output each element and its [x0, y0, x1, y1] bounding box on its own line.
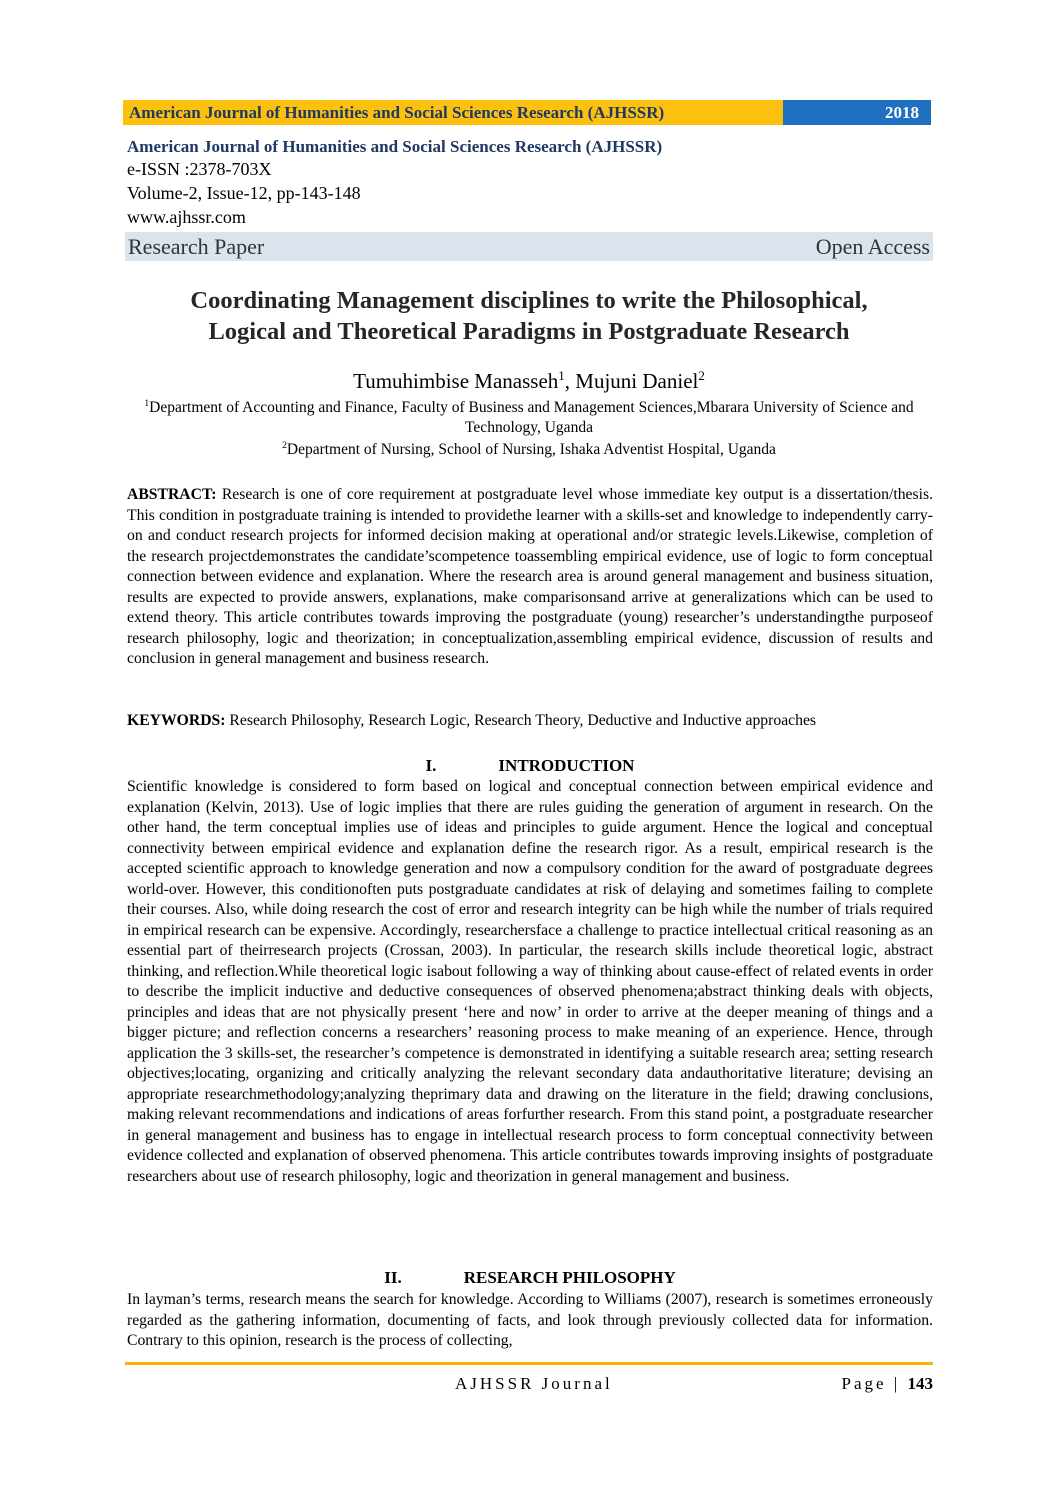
- journal-meta: [127, 137, 933, 229]
- title-line-2: Logical and Theoretical Paradigms in Postgraduate Research: [208, 318, 850, 345]
- author-2: Mujuni Daniel: [575, 369, 699, 393]
- author-2-affiliation-mark: 2: [698, 368, 705, 383]
- section-title: RESEARCH PHILOSOPHY: [463, 1268, 676, 1287]
- journal-website: www.ajhssr.com: [127, 207, 246, 227]
- introduction-text: Scientific knowledge is considered to form based on logical and conceptual connection between empirical evidence and explanation (Kelvin, 2013). Use of logic implies that there are rules guiding the generation of argument in research. On the other hand, the term conceptual implies use of ideas and principles to guide argument. Hence the logical and conceptual connectivity between empirical evidence and explanation define the research rigor. As a result, empirical research is the accepted scientific approach to knowledge generation and now a compulsory condition for the award of postgraduate degrees world-over. However, this conditionoften puts postgraduate candidates at risk of delaying and sometimes failing to complete their courses. Also, while doing research the cost of error and research integrity can be high while the number of trials required in empirical research can be expensive. Accordingly, researchersface a challenge to practice intellectual critical reasoning as an essential part of theirresearch projects (Crossan, 2003). In particular, the research skills include theoretical logic, abstract thinking, and reflection.While theoretical logic isabout following a way of thinking about cause-effect of related events in order to describe the implicit inductive and deductive consequences of observed phenomena;abstract thinking deals with objects, principles and ideas that are not physically present ‘here and now’ in order to arrive at the deeper meaning of things and a bigger picture; and reflection concerns a researchers’ reasoning process to make meaning of an experience. Hence, through application the 3 skills-set, the researcher’s competence is demonstrated in identifying a suitable research area; setting research objectives;locating, organizing and critically analyzing the relevant secondary data andauthoritative literature; devising an appropriate researchmethodology;analyzing theprimary data and drawing on the literature in the field; drawing conclusions, making relevant recommendations and indications of areas forfurther research. From this stand point, a postgraduate researcher in general management and business has to engage in intellectual research process to form conceptual connectivity between evidence collected and explanation of observed phenomena. This article contributes towards improving insights of postgraduate researchers about use of research philosophy, logic and theorization in general management and business.: [127, 778, 933, 1185]
- footer-journal: AJHSSR Journal: [455, 1374, 613, 1393]
- affiliation-1-text: Department of Accounting and Finance, Faculty of Business and Management Sciences,Mbarara University of Science and Technology, Uganda: [149, 399, 914, 436]
- volume-issue: Volume-2, Issue-12, pp-143-148: [127, 183, 361, 203]
- author-1: Tumuhimbise Manasseh: [353, 369, 559, 393]
- footer-divider: [125, 1362, 933, 1365]
- affiliation-1: [125, 398, 933, 438]
- research-philosophy-text: In layman’s terms, research means the search for knowledge. According to Williams (2007), research is sometimes erroneously regarded as the gathering information, documenting of facts, and look through previously collected data for information. Contrary to this opinion, research is the process of collecting,: [127, 1291, 933, 1349]
- keywords: [127, 711, 933, 732]
- author-1-affiliation-mark: 1: [558, 368, 565, 383]
- abstract-text: Research is one of core requirement at postgraduate level whose immediate key output is a dissertation/thesis. This condition in postgraduate training is intended to providethe learner with a skills-set and knowledge to independently carry-on and conduct research projects for informed decision making at operational and/or strategic levels.Likewise, completion of the research projectdemonstrates the candidate’scompetence toassembling empirical evidence, use of logic to form conceptual connection between evidence and explanation. Where the research area is around general management and business situation, results are expected to provide answers, explanations, make comparisonsand arrive at generalizations which can be used to extend theory. This article contributes towards improving the postgraduate (young) researcher’s understandingthe purposeof research philosophy, logic and theorization; in conceptualization,assembling empirical evidence, discussion of results and conclusion in general management and business research.: [127, 486, 933, 667]
- access-type: Open Access: [815, 233, 930, 259]
- banner-year: 2018: [783, 100, 931, 125]
- eissn: e-ISSN :2378-703X: [127, 159, 272, 179]
- abstract-label: ABSTRACT:: [127, 486, 217, 503]
- footer-page-label: Page |: [841, 1374, 908, 1393]
- footer-page: [842, 1373, 933, 1395]
- section-title: INTRODUCTION: [498, 756, 635, 775]
- banner-journal-title: American Journal of Humanities and Social Sciences Research (AJHSSR): [123, 100, 783, 125]
- paper-type: Research Paper: [128, 233, 265, 259]
- abstract: [127, 485, 933, 670]
- affiliation-2: [125, 440, 933, 460]
- keywords-label: KEYWORDS:: [127, 712, 226, 729]
- journal-banner: [123, 100, 931, 125]
- title-line-1: Coordinating Management disciplines to write the Philosophical,: [190, 287, 868, 314]
- section-heading-introduction: [127, 756, 933, 776]
- authors: [110, 368, 948, 394]
- page-number: 143: [907, 1374, 933, 1393]
- section-number: I.: [425, 756, 437, 775]
- paper-title: [110, 285, 948, 347]
- keywords-text: Research Philosophy, Research Logic, Research Theory, Deductive and Inductive approaches: [225, 712, 817, 729]
- affiliation-2-mark: 2: [282, 439, 287, 451]
- affiliation-2-text: Department of Nursing, School of Nursing, Ishaka Adventist Hospital, Uganda: [286, 441, 776, 458]
- author-separator: ,: [564, 369, 576, 393]
- journal-name: American Journal of Humanities and Social Sciences Research (AJHSSR): [127, 137, 663, 156]
- section-number: II.: [384, 1268, 402, 1287]
- section-heading-research-philosophy: [127, 1268, 933, 1288]
- affiliation-1-mark: 1: [144, 397, 150, 409]
- paper-type-bar: [125, 232, 933, 261]
